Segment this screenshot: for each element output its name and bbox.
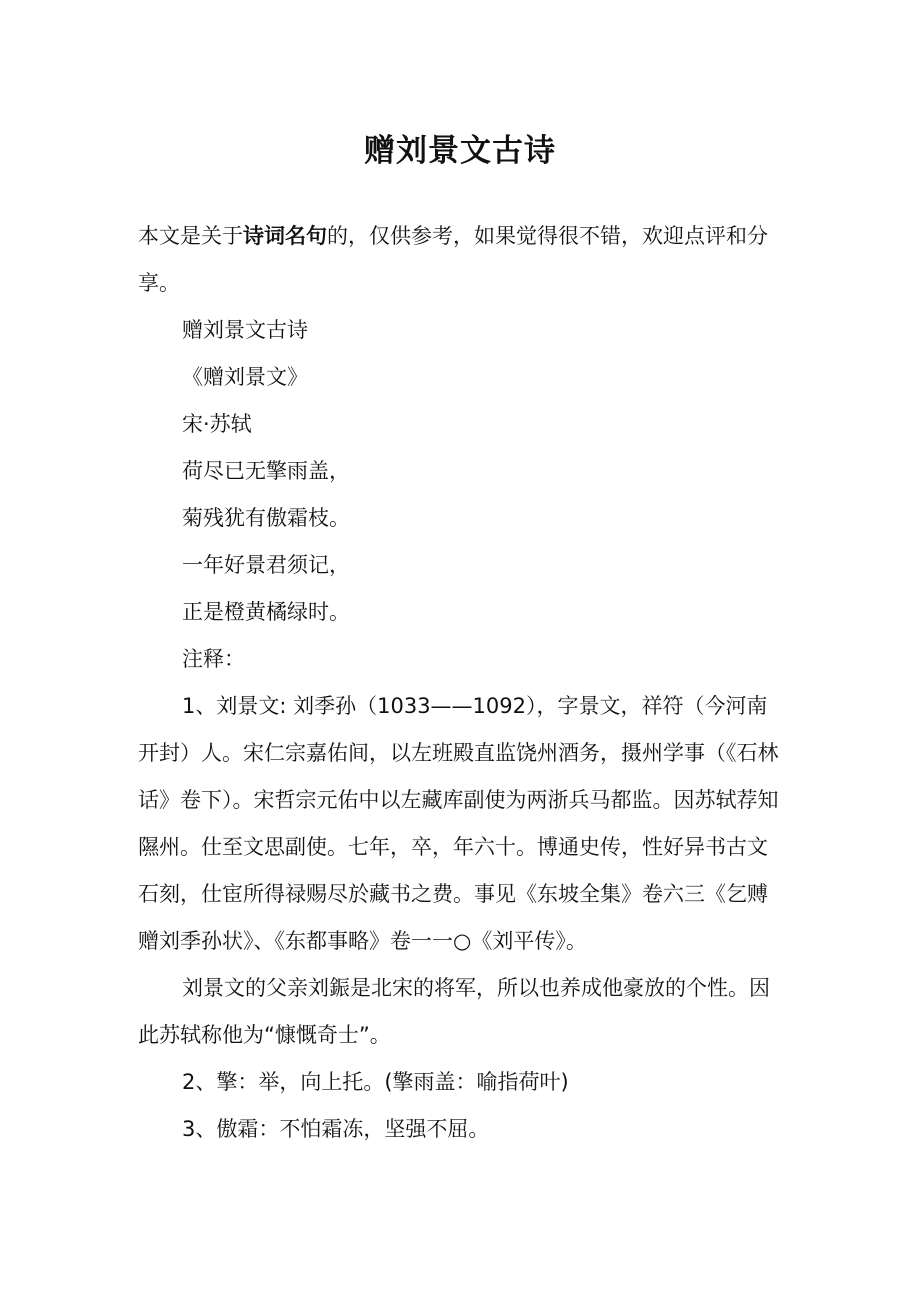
note-1: 1、刘景文: 刘季孙（1033——1092），字景文，祥符（今河南开封）人。宋仁宗嘉佑间，以左班殿直监饶州酒务，摄州学事（《石林话》卷下）。宋哲宗元佑中以左藏库副使为两浙兵马都监。因苏轼荐知隰州。仕至文思副使。七年，卒，年六十。博通史传，性好异书古文石刻，仕宦所得禄赐尽於藏书之费。事见《东坡全集》卷六三《乞赙赠刘季孙状》、《东都事略》卷一一○《刘平传》。	[138, 694, 779, 953]
article-body	[138, 213, 784, 1153]
note-2: 2、擎：举，向上托。(擎雨盖：喻指荷叶)	[182, 1070, 569, 1094]
note-1-extra: 刘景文的父亲刘鋠是北宋的将军，所以也养成他豪放的个性。因此苏轼称他为“慷慨奇士”。	[138, 976, 770, 1047]
poem-line-3: 一年好景君须记，	[182, 553, 350, 577]
page-title: 赠刘景文古诗	[364, 133, 556, 169]
poem-line-4: 正是橙黄橘绿时。	[182, 600, 350, 624]
intro-text-after: 的，仅供参考，如果觉得很不错，欢迎点评和分享。	[138, 224, 768, 295]
note-3: 3、傲霜：不怕霜冻，坚强不屈。	[182, 1117, 490, 1141]
poem-line-1: 荷尽已无擎雨盖，	[182, 459, 350, 483]
intro-keyword: 诗词名句	[243, 224, 327, 248]
poem-title: 《赠刘景文》	[182, 365, 308, 389]
intro-paragraph	[138, 213, 784, 307]
poem-author: 宋·苏轼	[182, 412, 252, 436]
poem-heading: 赠刘景文古诗	[182, 318, 308, 342]
poem-line-2: 菊残犹有傲霜枝。	[182, 506, 350, 530]
intro-text-before: 本文是关于	[138, 224, 243, 248]
notes-heading: 注释：	[182, 647, 245, 671]
